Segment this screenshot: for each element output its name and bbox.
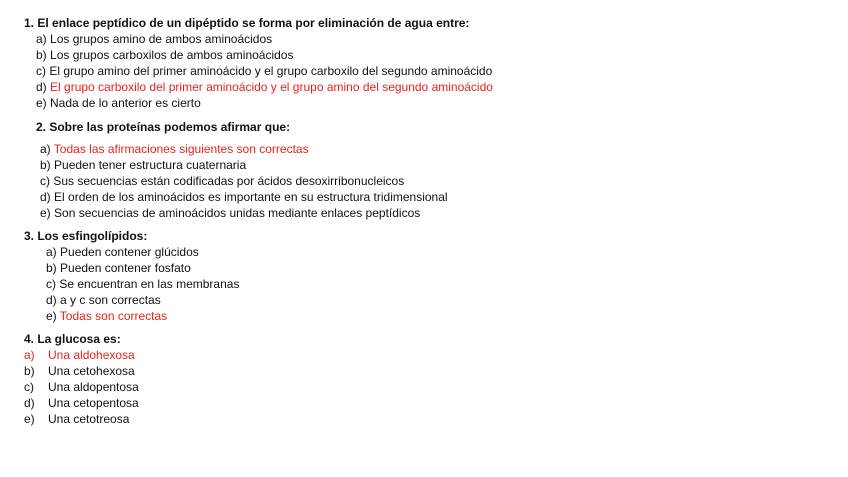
option-letter: e) [40, 206, 51, 220]
option-text-correct: El grupo carboxilo del primer aminoácido y el grupo amino del segundo aminoácido [50, 80, 493, 94]
option-text-correct: Todas las afirmaciones siguientes son correctas [53, 142, 309, 156]
question-2-option-e [40, 206, 420, 221]
option-letter: a) [40, 142, 51, 156]
option-letter: c) [24, 380, 34, 394]
question-4-option-d [24, 396, 139, 411]
question-2-option-b [40, 158, 246, 173]
question-1-option-e [36, 96, 201, 111]
question-2-title: 2. Sobre las proteínas podemos afirmar que: [36, 120, 291, 134]
question-3-option-b [46, 261, 191, 276]
question-1-option-b [36, 48, 293, 63]
option-letter: a) [46, 245, 57, 259]
option-text: Pueden contener glúcidos [60, 245, 199, 259]
question-3-title: 3. Los esfingolípidos: [24, 229, 148, 243]
option-letter: b) [46, 261, 57, 275]
option-letter: e) [24, 412, 35, 426]
option-letter: c) [36, 64, 46, 78]
question-2-option-a [40, 142, 309, 157]
question-4-option-e [24, 412, 129, 427]
option-text: Pueden tener estructura cuaternaria [54, 158, 247, 172]
option-text: El orden de los aminoácidos es importante en su estructura tridimensional [54, 190, 448, 204]
option-letter: d) [24, 396, 35, 410]
question-1-title: 1. El enlace peptídico de un dipéptido se forma por eliminación de agua entre: [24, 16, 470, 30]
option-text: Una cetotreosa [48, 412, 130, 426]
option-text: Una cetopentosa [48, 396, 139, 410]
option-letter: b) [24, 364, 35, 378]
question-2-option-d [40, 190, 448, 205]
option-text: El grupo amino del primer aminoácido y el grupo carboxilo del segundo aminoácido [49, 64, 493, 78]
option-letter: c) [46, 277, 56, 291]
question-3-option-d [46, 293, 161, 308]
option-letter: d) [46, 293, 57, 307]
option-text-correct: Una aldohexosa [48, 348, 135, 362]
option-text: Son secuencias de aminoácidos unidas mediante enlaces peptídicos [54, 206, 421, 220]
option-text: Nada de lo anterior es cierto [50, 96, 201, 110]
option-letter: b) [40, 158, 51, 172]
option-text: Pueden contener fosfato [60, 261, 191, 275]
option-text: Los grupos carboxilos de ambos aminoácidos [50, 48, 294, 62]
option-text: Sus secuencias están codificadas por ácidos desoxirribonucleicos [53, 174, 405, 188]
question-3-option-c [46, 277, 239, 292]
question-4-option-c [24, 380, 139, 395]
option-text-correct: Todas son correctas [59, 309, 168, 323]
question-1-option-c [36, 64, 492, 79]
option-letter: a) [24, 348, 35, 362]
question-4-option-b [24, 364, 135, 379]
question-1-option-d [36, 80, 493, 95]
option-letter: e) [36, 96, 47, 110]
question-4-title: 4. La glucosa es: [24, 332, 121, 346]
question-3-option-e [46, 309, 167, 324]
option-text: Una cetohexosa [48, 364, 135, 378]
option-text: Se encuentran en las membranas [59, 277, 240, 291]
option-letter: b) [36, 48, 47, 62]
option-text: a y c son correctas [60, 293, 161, 307]
option-letter: e) [46, 309, 57, 323]
option-text: Los grupos amino de ambos aminoácidos [50, 32, 273, 46]
option-letter: c) [40, 174, 50, 188]
option-text: Una aldopentosa [48, 380, 139, 394]
question-2-option-c [40, 174, 404, 189]
option-letter: d) [36, 80, 47, 94]
question-1-option-a [36, 32, 272, 47]
question-4-option-a [24, 348, 135, 363]
question-3-option-a [46, 245, 199, 260]
option-letter: a) [36, 32, 47, 46]
option-letter: d) [40, 190, 51, 204]
